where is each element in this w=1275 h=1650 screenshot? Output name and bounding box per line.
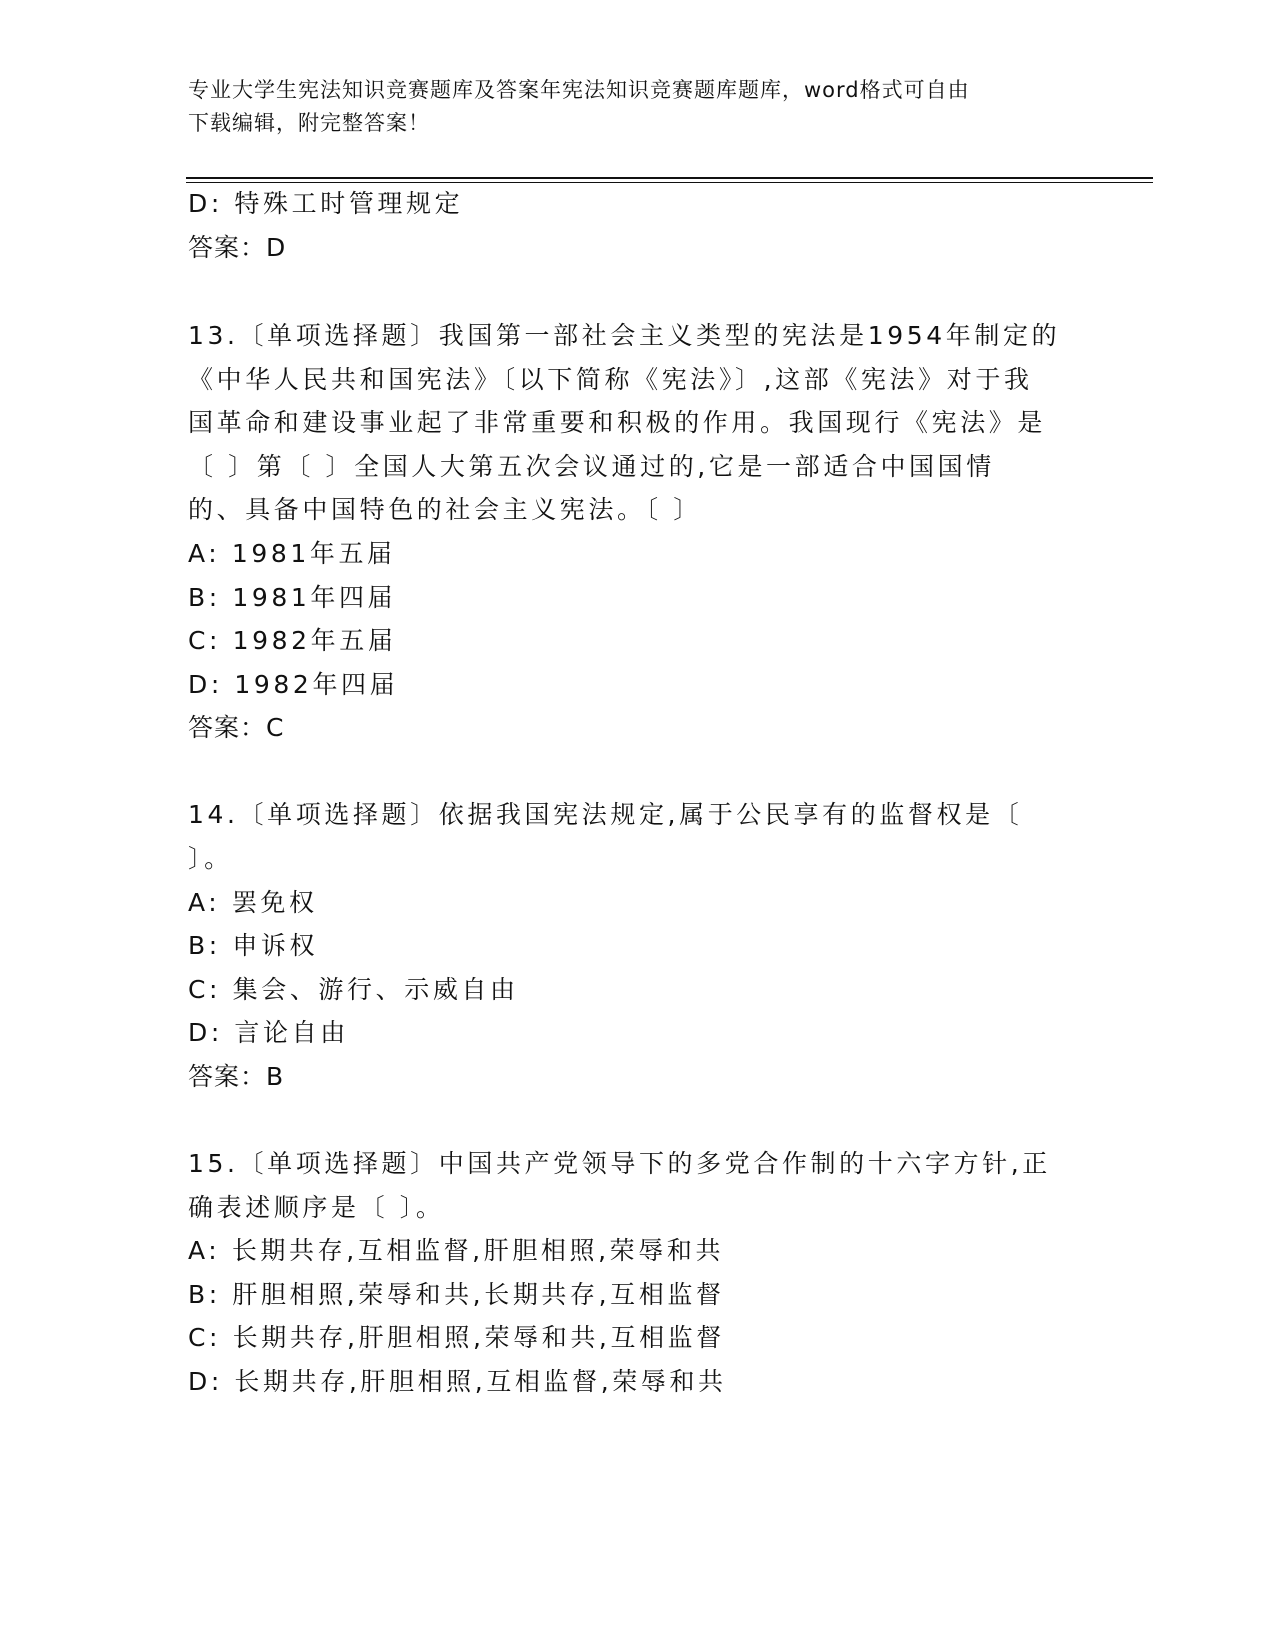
q13-option-d: D: 1982年四届 xyxy=(188,670,399,699)
header-divider xyxy=(186,177,1153,183)
q13-option-a: A: 1981年五届 xyxy=(188,539,396,568)
q14-stem-line-1: 14.〔单项选择题〕依据我国宪法规定,属于公民享有的监督权是〔 xyxy=(188,800,1023,829)
q15-option-d: D: 长期共存,肝胆相照,互相监督,荣辱和共 xyxy=(188,1367,727,1396)
q13-stem-line-2: 《中华人民共和国宪法》〔以下简称《宪法》〕,这部《宪法》对于我 xyxy=(188,365,1033,394)
document-header xyxy=(188,74,1068,140)
header-line-2: 下载编辑，附完整答案！ xyxy=(188,111,430,135)
q13-answer: 答案：C xyxy=(188,713,285,742)
q14-option-c: C: 集会、游行、示威自由 xyxy=(188,975,519,1004)
q15-option-a: A: 长期共存,互相监督,肝胆相照,荣辱和共 xyxy=(188,1236,725,1265)
prev-answer: 答案：D xyxy=(188,233,287,262)
q13-stem-line-3: 国革命和建设事业起了非常重要和积极的作用。我国现行《宪法》是 xyxy=(188,408,1047,437)
q14-stem-line-2: 〕。 xyxy=(188,844,233,873)
q15-stem-line-2: 确表述顺序是〔 〕。 xyxy=(188,1193,445,1222)
q13-option-b: B: 1981年四届 xyxy=(188,583,397,612)
q14-option-b: B: 申诉权 xyxy=(188,931,319,960)
q13-option-c: C: 1982年五届 xyxy=(188,626,397,655)
q15-stem-line-1: 15.〔单项选择题〕中国共产党领导下的多党合作制的十六字方针,正 xyxy=(188,1149,1051,1178)
prev-option-d: D: 特殊工时管理规定 xyxy=(188,189,464,218)
q14-option-d: D: 言论自由 xyxy=(188,1018,349,1047)
q13-stem-line-1: 13.〔单项选择题〕我国第一部社会主义类型的宪法是1954年制定的 xyxy=(188,321,1061,350)
q14-answer: 答案：B xyxy=(188,1062,285,1091)
q13-stem-line-4: 〔 〕第〔 〕全国人大第五次会议通过的,它是一部适合中国国情 xyxy=(188,452,995,481)
q15-option-b: B: 肝胆相照,荣辱和共,长期共存,互相监督 xyxy=(188,1280,725,1309)
header-line-1: 专业大学生宪法知识竞赛题库及答案年宪法知识竞赛题库题库，word格式可自由 xyxy=(188,78,970,102)
q15-option-c: C: 长期共存,肝胆相照,荣辱和共,互相监督 xyxy=(188,1323,725,1352)
q14-option-a: A: 罢免权 xyxy=(188,888,318,917)
q13-stem-line-5: 的、具备中国特色的社会主义宪法。〔 〕 xyxy=(188,495,702,524)
